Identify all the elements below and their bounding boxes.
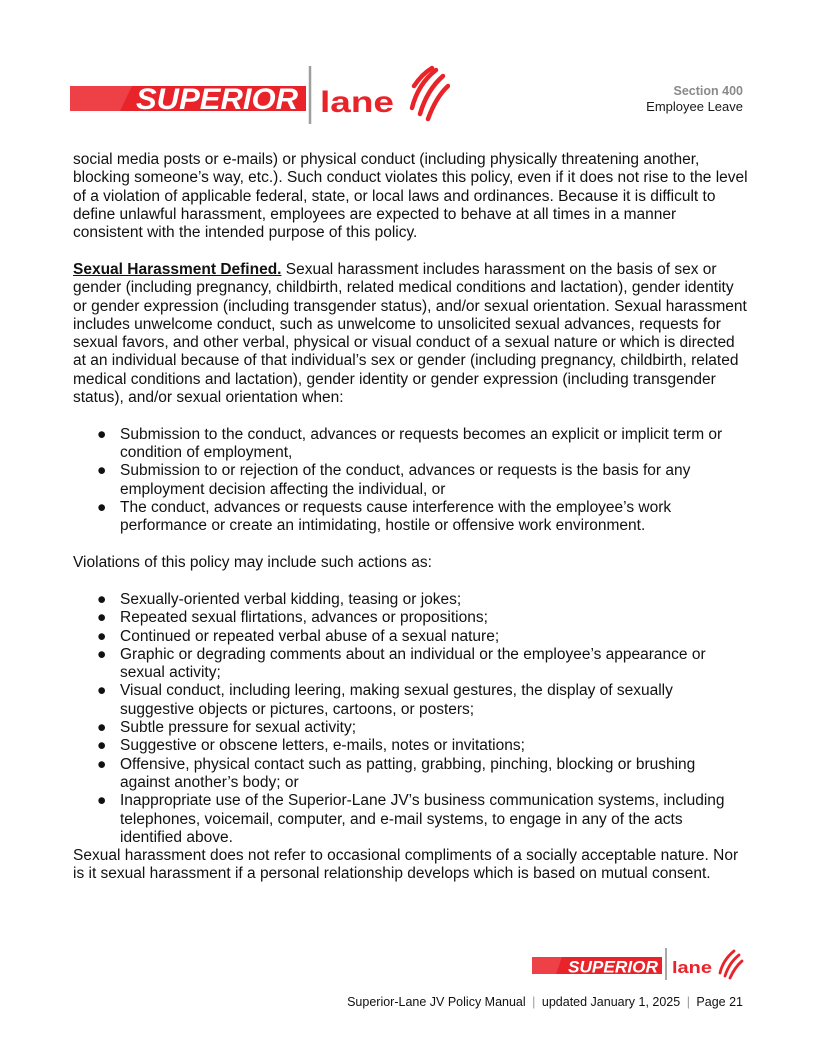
- logo-partner-text: lane: [320, 86, 394, 119]
- intro-paragraph: social media posts or e-mails) or physical conduct (including physically threatening another, blocking someone’s way, etc.). Such conduct violates this policy, even if it does not rise to the level of a violation of applicable federal, state, or local laws and ordinances. Because it is difficult to define unlawful harassment, employees are expected to behave at all times in a manner consistent with the intended purpose of this policy.: [73, 151, 748, 242]
- footer-lane-swoosh-icon: [720, 951, 742, 978]
- violations-list: [73, 591, 748, 847]
- bullet-icon: ●: [97, 425, 107, 443]
- section-title: Employee Leave: [646, 99, 743, 114]
- definition-text: Sexual harassment includes harassment on the basis of sex or gender (including pregnancy, childbirth, related medical conditions and lactation), gender identity or gender expression (including transgender status), and/or sexual orientation. Sexual harassment includes unwelcome conduct, such as unwelcome to unsolicited sexual advances, requests for sexual favors, and other verbal, physical or visual conduct of a sexual nature or which is directed at an individual because of that individual’s sex or gender (including pregnancy, childbirth, related medical conditions and lactation), gender identity or gender expression (including transgender status), and/or sexual orientation when:: [73, 260, 747, 407]
- closing-paragraph: Sexual harassment does not refer to occasional compliments of a socially acceptable nature. Nor is it sexual harassment if a personal relationship develops which is based on mutual consent.: [73, 847, 739, 883]
- bullet-icon: ●: [97, 737, 107, 755]
- conditions-list: [73, 426, 748, 536]
- footer-text: [347, 995, 743, 1009]
- bullet-icon: ●: [97, 792, 107, 810]
- bullet-icon: ●: [97, 645, 107, 663]
- list-item: ● Suggestive or obscene letters, e-mails, notes or invitations;: [97, 737, 525, 755]
- logo-brand-text: SUPERIOR: [136, 83, 299, 116]
- list-item: ● Graphic or degrading comments about an individual or the employee’s appearance or sexual activity;: [97, 645, 706, 682]
- policy-body: [73, 151, 748, 884]
- bullet-icon: ●: [97, 627, 107, 645]
- list-item: ● Visual conduct, including leering, making sexual gestures, the display of sexually suggestive objects or pictures, cartoons, or posters;: [97, 682, 673, 718]
- definition-paragraph: [73, 261, 748, 407]
- footer-logo-partner-text: lane: [672, 958, 712, 977]
- bullet-icon: ●: [97, 462, 107, 480]
- footer-logo-brand-text: SUPERIOR: [568, 957, 659, 977]
- definition-heading: Sexual Harassment Defined.: [73, 260, 282, 278]
- footer-separator: |: [532, 995, 536, 1009]
- list-item: ● Submission to or rejection of the conduct, advances or requests is the basis for any employment decision affecting the individual, or: [97, 462, 691, 498]
- bullet-icon: ●: [97, 755, 107, 773]
- section-number: Section 400: [673, 84, 743, 98]
- bullet-icon: ●: [97, 609, 107, 627]
- page-number: Page 21: [696, 995, 743, 1009]
- list-item: ● Submission to the conduct, advances or requests becomes an explicit or implicit term or condition of employment,: [97, 425, 723, 462]
- section-label: [646, 84, 743, 114]
- list-item: ● Subtle pressure for sexual activity;: [97, 719, 357, 737]
- list-item: ● The conduct, advances or requests cause interference with the employee’s work performance or create an intimidating, hostile or offensive work environment.: [97, 499, 672, 535]
- lane-swoosh-icon: [412, 68, 448, 119]
- list-item: ● Continued or repeated verbal abuse of a sexual nature;: [97, 627, 500, 645]
- bullet-icon: ●: [97, 682, 107, 700]
- list-item: ● Offensive, physical contact such as patting, grabbing, pinching, blocking or brushing against another’s body; or: [97, 755, 696, 791]
- list-item: ● Sexually-oriented verbal kidding, teasing or jokes;: [97, 590, 462, 608]
- bullet-icon: ●: [97, 590, 107, 608]
- manual-name: Superior-Lane JV Policy Manual: [347, 995, 526, 1009]
- list-item: ● Repeated sexual flirtations, advances or propositions;: [97, 609, 488, 627]
- footer-superior-lane-logo: [532, 947, 744, 981]
- bullet-icon: ●: [97, 719, 107, 737]
- bullet-icon: ●: [97, 499, 107, 517]
- list-item: ● Inappropriate use of the Superior-Lane JV’s business communication systems, including telephones, voicemail, computer, and e-mail systems, to engage in any of the acts identified above.: [97, 792, 725, 846]
- updated-date: updated January 1, 2025: [541, 995, 681, 1009]
- violations-intro: Violations of this policy may include such actions as:: [73, 554, 432, 572]
- superior-lane-logo: [70, 64, 450, 126]
- footer-separator: |: [686, 995, 690, 1009]
